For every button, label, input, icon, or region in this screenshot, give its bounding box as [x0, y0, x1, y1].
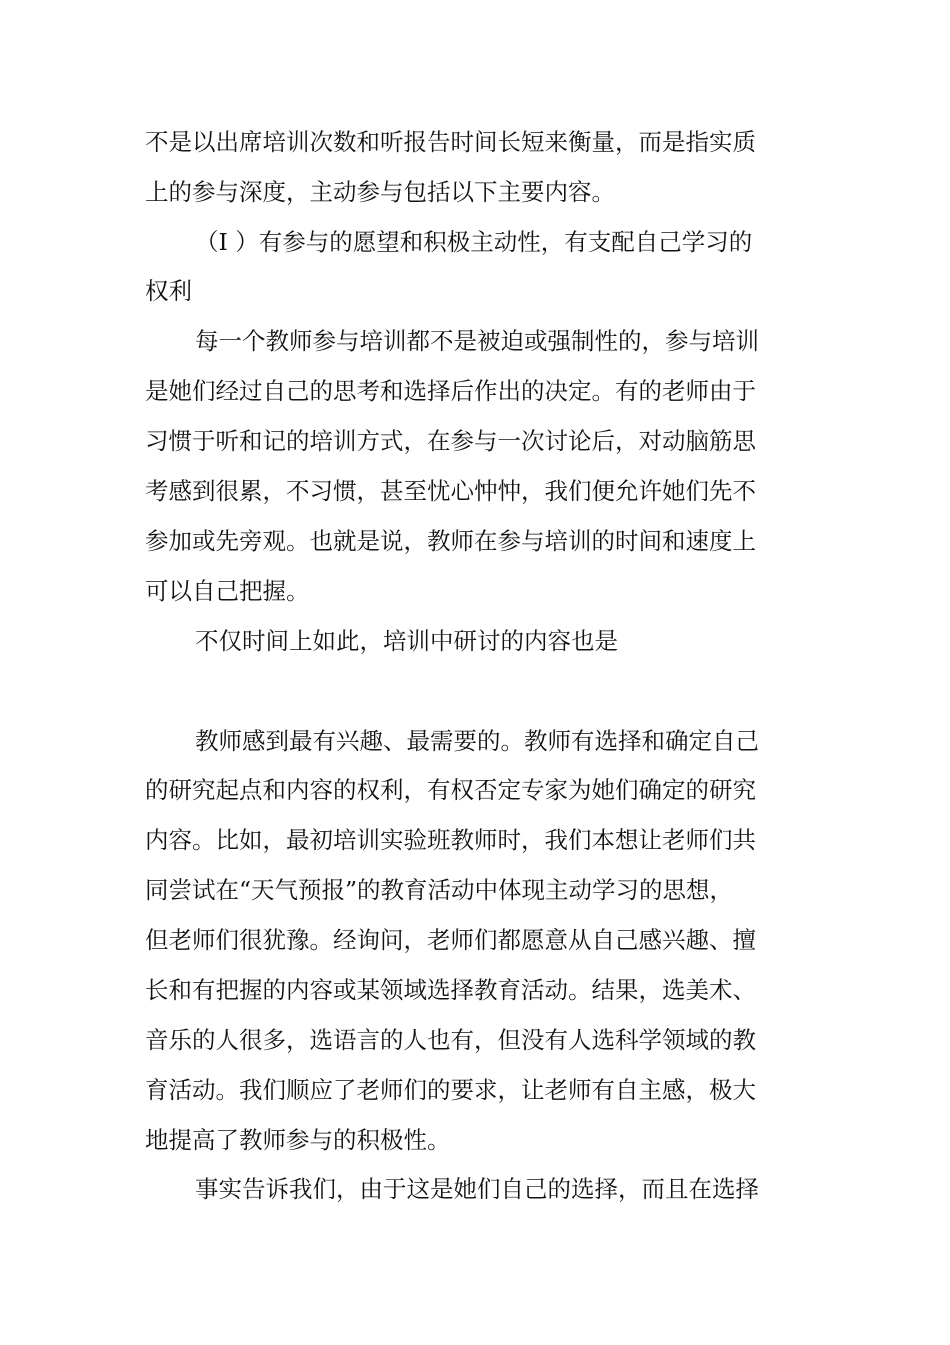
text-line: 的研究起点和内容的权利，有权否定专家为她们确定的研究	[145, 776, 756, 804]
text-line: 内容。比如，最初培训实验班教师时，我们本想让老师们共	[145, 826, 756, 854]
text-line: 地提高了教师参与的积极性。	[145, 1126, 451, 1154]
text-line: 参加或先旁观。也就是说，教师在参与培训的时间和速度上	[145, 527, 756, 555]
text-line: 不是以出席培训次数和听报告时间长短来衡量，而是指实质	[145, 128, 756, 156]
text-line: 习惯于听和记的培训方式，在参与一次讨论后，对动脑筋思	[145, 427, 756, 455]
text-line: 是她们经过自己的思考和选择后作出的决定。有的老师由于	[145, 377, 756, 405]
section-heading-line: 权利	[145, 277, 192, 305]
text-line: 上的参与深度，主动参与包括以下主要内容。	[145, 178, 615, 206]
text-line: 不仅时间上如此，培训中研讨的内容也是	[195, 627, 618, 655]
text-line: 可以自己把握。	[145, 577, 310, 605]
text-line: 音乐的人很多，选语言的人也有，但没有人选科学领域的教	[145, 1026, 756, 1054]
text-line: 教师感到最有兴趣、最需要的。教师有选择和确定自己	[195, 727, 759, 755]
text-line: 同尝试在“天气预报”的教育活动中体现主动学习的思想，	[145, 876, 734, 904]
text-line: 但老师们很犹豫。经询问，老师们都愿意从自己感兴趣、擅	[145, 926, 756, 954]
text-line: 育活动。我们顺应了老师们的要求，让老师有自主感，极大	[145, 1076, 756, 1104]
text-line: 考感到很累，不习惯，甚至忧心忡忡，我们便允许她们先不	[145, 477, 756, 505]
text-line: 长和有把握的内容或某领域选择教育活动。结果，选美术、	[145, 976, 756, 1004]
text-line: 事实告诉我们，由于这是她们自己的选择，而且在选择	[195, 1175, 759, 1203]
text-line: 每一个教师参与培训都不是被迫或强制性的，参与培训	[195, 327, 759, 355]
section-heading-line: （I ）有参与的愿望和积极主动性，有支配自己学习的	[195, 228, 753, 256]
